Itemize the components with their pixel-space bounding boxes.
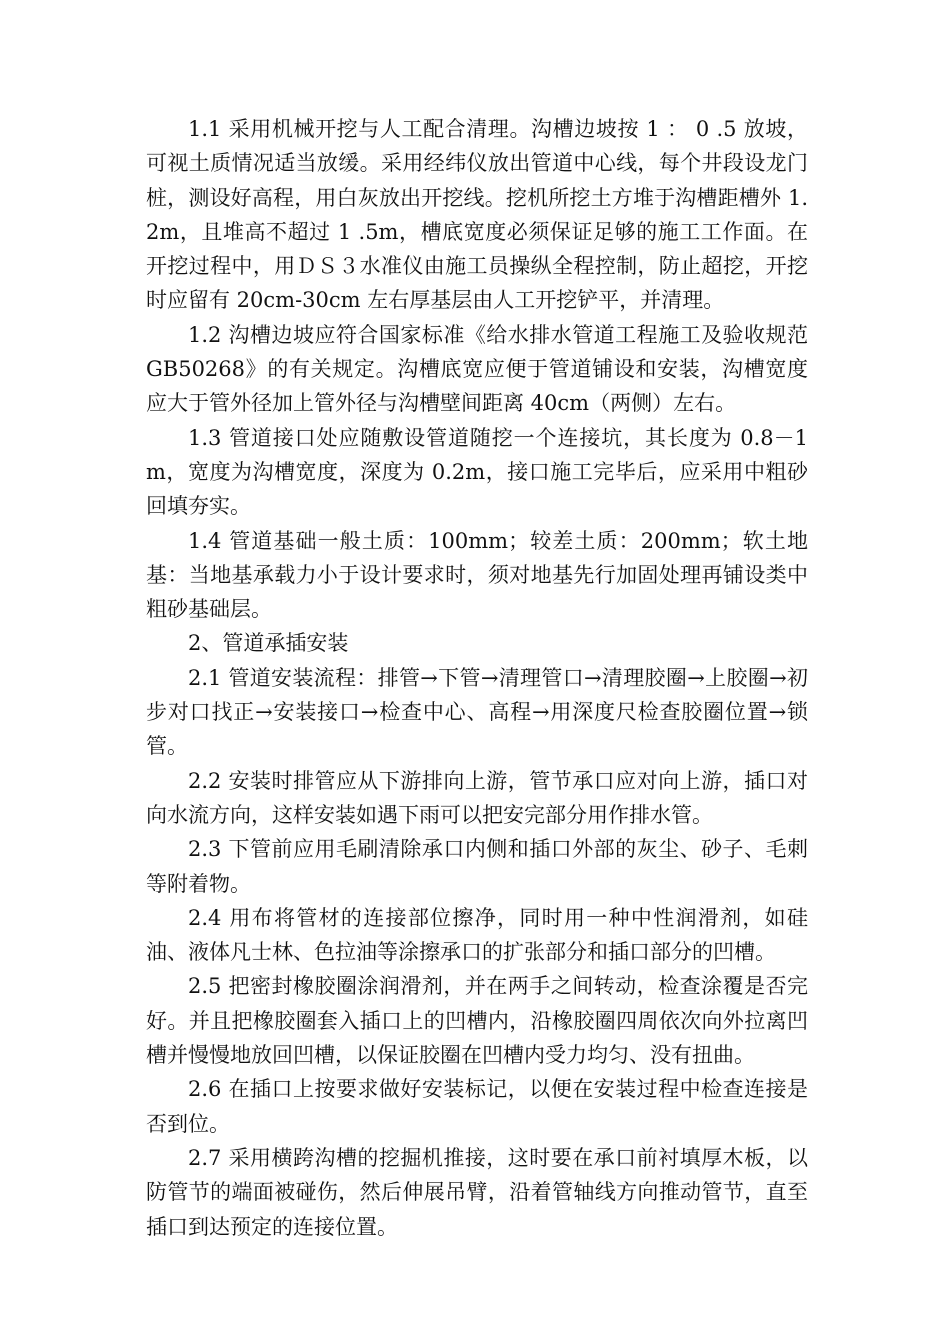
paragraph-2-5: 2.5 把密封橡胶圈涂润滑剂，并在两手之间转动，检查涂覆是否完好。并且把橡胶圈套入插口上的凹槽内，沿橡胶圈四周依次向外拉离凹槽并慢慢地放回凹槽，以保证胶圈在凹槽内受力均匀、没有扭曲。 (146, 974, 808, 1068)
paragraph-1-1: 1.1 采用机械开挖与人工配合清理。沟槽边坡按 1 ： 0 .5 放坡，可视土质情况适当放缓。采用经纬仪放出管道中心线，每个井段设龙门桩，测设好高程，用白灰放出开挖线。挖机所挖土方堆于沟槽距槽外 1.2m，且堆高不超过 1 .5m，槽底宽度必须保证足够的施工工作面。在开挖过程中，用ＤＳ３水准仪由施工员操纵全程控制，防止超挖，开挖时应留有 20cm-30cm 左右厚基层由人工开挖铲平，并清理。 (146, 117, 808, 313)
paragraph-1-2: 1.2 沟槽边坡应符合国家标准《给水排水管道工程施工及验收规范 GB50268》的有关规定。沟槽底宽应便于管道铺设和安装，沟槽宽度应大于管外径加上管外径与沟槽壁间距离 40cm（两侧）左右。 (146, 322, 808, 416)
document-body (146, 112, 808, 1244)
section-heading-2: 2、管道承插安装 (188, 631, 349, 656)
paragraph-2-7: 2.7 采用横跨沟槽的挖掘机推接，这时要在承口前衬填厚木板，以防管节的端面被碰伤，然后伸展吊臂，沿着管轴线方向推动管节，直至插口到达预定的连接位置。 (146, 1145, 808, 1239)
paragraph-1-4: 1.4 管道基础一般土质：100mm；较差土质：200mm；软土地基：当地基承载力小于设计要求时，须对地基先行加固处理再铺设类中粗砂基础层。 (146, 528, 808, 622)
paragraph-2-2: 2.2 安装时排管应从下游排向上游，管节承口应对向上游，插口对向水流方向，这样安装如遇下雨可以把安完部分用作排水管。 (146, 768, 808, 827)
paragraph-2-6: 2.6 在插口上按要求做好安装标记，以便在安装过程中检查连接是否到位。 (146, 1077, 808, 1136)
paragraph-2-3: 2.3 下管前应用毛刷清除承口内侧和插口外部的灰尘、砂子、毛刺等附着物。 (146, 837, 808, 896)
paragraph-2-4: 2.4 用布将管材的连接部位擦净，同时用一种中性润滑剂，如硅油、液体凡士林、色拉油等涂擦承口的扩张部分和插口部分的凹槽。 (146, 905, 808, 965)
paragraph-1-3: 1.3 管道接口处应随敷设管道随挖一个连接坑，其长度为 0.8－1m，宽度为沟槽宽度，深度为 0.2m，接口施工完毕后，应采用中粗砂回填夯实。 (146, 425, 808, 519)
paragraph-2-1: 2.1 管道安装流程：排管→下管→清理管口→清理胶圈→上胶圈→初步对口找正→安装接口→检查中心、高程→用深度尺检查胶圈位置→锁管。 (146, 665, 808, 759)
